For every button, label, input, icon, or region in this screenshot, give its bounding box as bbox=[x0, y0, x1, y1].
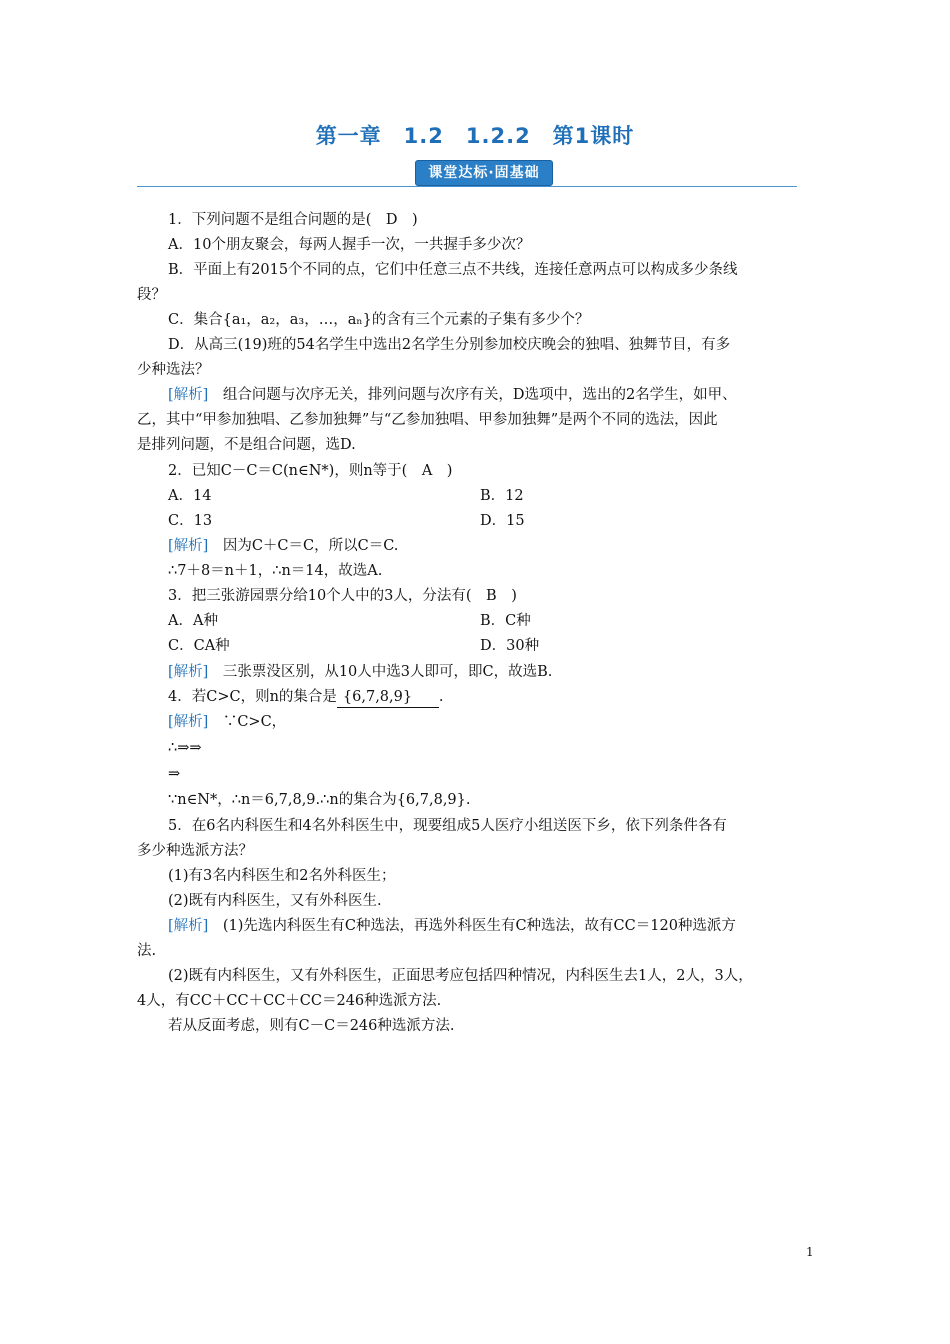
solution-4-step-2: ⇒ bbox=[168, 766, 181, 782]
question-5-part-2: (2)既有内科医生，又有外科医生. bbox=[168, 893, 382, 909]
solution-5-part-2: (2)既有内科医生，又有外科医生，正面思考应包括四种情况，内科医生去1人，2人，3人， bbox=[168, 968, 753, 984]
solution-1-end: 是排列问题，不是组合问题，选D. bbox=[137, 437, 356, 453]
solution-5-part-2-cont: 4人，有CC＋CC＋CC＋CC＝246种选派方法. bbox=[137, 993, 442, 1009]
question-2-option-b: B．12 bbox=[480, 488, 524, 504]
question-1-option-b: B．平面上有2015个不同的点，它们中任意三点不共线，连接任意两点可以构成多少条线 bbox=[168, 262, 738, 278]
page-title: 第一章 1.2 1.2.2 第1课时 bbox=[315, 124, 635, 148]
question-3-option-c: C．CA种 bbox=[168, 638, 230, 654]
solution-5-alt: 若从反面考虑，则有C－C＝246种选派方法. bbox=[168, 1018, 455, 1034]
solution-5 bbox=[168, 916, 848, 936]
question-5-part-1: (1)有3名内科医生和2名外科医生； bbox=[168, 868, 396, 884]
solution-2-text: 因为C＋C＝C，所以C＝C. bbox=[208, 538, 399, 554]
question-1: 1．下列问题不是组合问题的是( D ) bbox=[168, 212, 418, 228]
solution-4-step-3: ∵n∈N*，∴n＝6,7,8,9.∴n的集合为{6,7,8,9}. bbox=[168, 792, 471, 808]
solution-4 bbox=[168, 712, 848, 732]
page-number: 1 bbox=[806, 1245, 814, 1259]
question-3: 3．把三张游园票分给10个人中的3人，分法有( B ) bbox=[168, 588, 517, 604]
solution-1-cont: 乙，其中“甲参加独唱、乙参加独舞”与“乙参加独唱、甲参加独舞”是两个不同的选法，因此 bbox=[137, 412, 718, 428]
question-3-option-b: B．C种 bbox=[480, 613, 531, 629]
section-banner: 课堂达标·固基础 bbox=[415, 160, 553, 186]
solution-4-step-1: ∴⇒⇒ bbox=[168, 740, 202, 756]
solution-tag: [解析] bbox=[168, 918, 209, 934]
question-1-option-d: D．从高三(19)班的54名学生中选出2名学生分别参加校庆晚会的独唱、独舞节目，有多 bbox=[168, 337, 731, 353]
header-divider bbox=[137, 186, 797, 187]
solution-tag: [解析] bbox=[168, 714, 209, 730]
solution-3-text: 三张票没区别，从10人中选3人即可，即C，故选B. bbox=[208, 664, 553, 680]
solution-5-cont: 法. bbox=[137, 943, 157, 959]
question-2-option-c: C．13 bbox=[168, 513, 213, 529]
solution-1-text: 组合问题与次序无关，排列问题与次序有关，D选项中，选出的2名学生，如甲、 bbox=[208, 387, 737, 403]
solution-1 bbox=[168, 385, 848, 405]
question-1-option-d-cont: 少种选法？ bbox=[137, 362, 210, 378]
question-2: 2．已知C－C＝C(n∈N*)，则n等于( A ) bbox=[168, 463, 453, 479]
question-3-option-a: A．A种 bbox=[168, 613, 218, 629]
question-4 bbox=[168, 687, 848, 708]
question-5: 5．在6名内科医生和4名外科医生中，现要组成5人医疗小组送医下乡，依下列条件各有 bbox=[168, 818, 727, 834]
solution-tag: [解析] bbox=[168, 664, 209, 680]
solution-3 bbox=[168, 662, 848, 682]
solution-2-cont: ∴7＋8＝n＋1，∴n＝14，故选A. bbox=[168, 563, 383, 579]
question-4-end: . bbox=[438, 689, 444, 705]
question-1-option-c: C．集合{a₁，a₂，a₃，…，aₙ}的含有三个元素的子集有多少个？ bbox=[168, 312, 590, 328]
solution-5-text: (1)先选内科医生有C种选法，再选外科医生有C种选法，故有CC＝120种选派方 bbox=[208, 918, 736, 934]
question-2-option-d: D．15 bbox=[480, 513, 525, 529]
question-1-option-b-cont: 段？ bbox=[137, 287, 166, 303]
question-5-cont: 多少种选派方法？ bbox=[137, 843, 253, 859]
question-4-answer: {6,7,8,9} bbox=[337, 687, 439, 708]
question-1-option-a: A．10个朋友聚会，每两人握手一次，一共握手多少次？ bbox=[168, 237, 531, 253]
question-3-option-d: D．30种 bbox=[480, 638, 540, 654]
solution-tag: [解析] bbox=[168, 538, 209, 554]
solution-4-text: ∵C>C， bbox=[208, 714, 287, 730]
question-4-text: 4．若C>C，则n的集合是 bbox=[168, 689, 337, 705]
solution-tag: [解析] bbox=[168, 387, 209, 403]
solution-2 bbox=[168, 536, 848, 556]
question-2-option-a: A．14 bbox=[168, 488, 212, 504]
